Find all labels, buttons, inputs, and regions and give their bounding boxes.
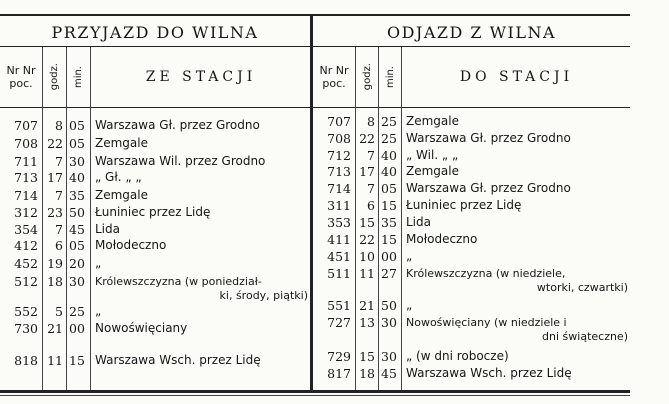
table-row bbox=[0, 136, 310, 152]
minute-value: 20 bbox=[69, 256, 85, 271]
train-number: 713 bbox=[327, 164, 351, 179]
hour-value: 8 bbox=[367, 114, 375, 129]
station-name: Zemgale bbox=[95, 136, 148, 150]
table-row bbox=[0, 222, 310, 238]
train-number: 411 bbox=[327, 232, 351, 247]
train-number: 452 bbox=[14, 256, 38, 271]
departures-min-label: min. bbox=[384, 65, 396, 89]
minute-value: 30 bbox=[381, 349, 397, 364]
train-number: 707 bbox=[327, 114, 351, 129]
departures-rows bbox=[313, 108, 630, 390]
table-row bbox=[0, 118, 310, 134]
hour-value: 7 bbox=[55, 188, 63, 203]
hour-value: 7 bbox=[367, 181, 375, 196]
minute-value: 40 bbox=[381, 164, 397, 179]
departures-title: ODJAZD Z WILNA bbox=[313, 16, 630, 47]
train-number: 730 bbox=[14, 321, 38, 336]
station-name: Warszawa Wil. przez Grodno bbox=[95, 154, 266, 168]
station-name: Warszawa Wsch. przez Lidę bbox=[406, 366, 572, 380]
train-number: 712 bbox=[327, 148, 351, 163]
train-number: 817 bbox=[327, 366, 351, 381]
station-name: Mołodeczno bbox=[406, 232, 478, 246]
train-number: 354 bbox=[14, 222, 38, 237]
station-name: Lida bbox=[95, 222, 120, 236]
hour-value: 6 bbox=[367, 198, 375, 213]
hour-value: 22 bbox=[47, 136, 63, 151]
table-row bbox=[0, 188, 310, 204]
train-number: 818 bbox=[14, 353, 38, 368]
table-row bbox=[313, 164, 630, 180]
minute-value: 25 bbox=[381, 114, 397, 129]
station-name: Nowoświęciany (w niedziele i bbox=[406, 316, 567, 329]
station-name: Lida bbox=[406, 215, 431, 229]
station-name: Królewszczyzna (w niedziele, bbox=[406, 267, 566, 280]
table-row bbox=[313, 315, 630, 345]
train-number: 708 bbox=[14, 136, 38, 151]
departures-station-header: DO STACJI bbox=[459, 68, 574, 85]
table-row bbox=[313, 131, 630, 147]
station-name: Łuniniec przez Lidę bbox=[406, 198, 522, 212]
arrivals-header-row bbox=[0, 47, 310, 108]
minute-value: 15 bbox=[381, 198, 397, 213]
table-row bbox=[313, 298, 630, 314]
hour-value: 18 bbox=[359, 366, 375, 381]
departures-nr-header: Nr Nr poc. bbox=[313, 47, 356, 107]
station-name: Warszawa Gł. przez Grodno bbox=[406, 181, 571, 195]
hour-value: 22 bbox=[359, 232, 375, 247]
train-number: 451 bbox=[327, 249, 351, 264]
station-name: Zemgale bbox=[406, 114, 459, 128]
train-number: 353 bbox=[327, 215, 351, 230]
train-number: 551 bbox=[327, 298, 351, 313]
table-row bbox=[0, 238, 310, 254]
train-number: 727 bbox=[327, 315, 351, 330]
arrivals-min-label: min. bbox=[73, 65, 84, 89]
departures-section bbox=[313, 16, 630, 390]
station-name-continuation: dni świąteczne) bbox=[542, 330, 628, 343]
train-number: 714 bbox=[14, 188, 38, 203]
minute-value: 15 bbox=[69, 353, 85, 368]
table-row bbox=[0, 205, 310, 221]
train-number: 412 bbox=[14, 238, 38, 253]
station-name: Nowoświęciany bbox=[95, 321, 188, 335]
minute-value: 15 bbox=[381, 232, 397, 247]
table-row bbox=[313, 114, 630, 130]
minute-value: 25 bbox=[381, 131, 397, 146]
train-number: 311 bbox=[327, 198, 351, 213]
hour-value: 7 bbox=[367, 148, 375, 163]
bottom-rule-thin bbox=[0, 395, 630, 396]
train-number: 312 bbox=[14, 205, 38, 220]
hour-value: 11 bbox=[47, 353, 63, 368]
station-name: Warszawa Gł. przez Grodno bbox=[95, 118, 260, 132]
table-row bbox=[313, 181, 630, 197]
arrivals-min-header bbox=[67, 47, 91, 107]
table-row bbox=[313, 249, 630, 265]
hour-value: 15 bbox=[359, 349, 375, 364]
arrivals-station-header: ZE STACJI bbox=[145, 68, 257, 85]
hour-value: 18 bbox=[47, 274, 63, 289]
hour-value: 21 bbox=[359, 298, 375, 313]
table-row bbox=[0, 321, 310, 337]
minute-value: 05 bbox=[381, 181, 397, 196]
station-name: „ Wil. „ „ bbox=[406, 148, 459, 162]
minute-value: 30 bbox=[381, 315, 397, 330]
hour-value: 17 bbox=[47, 170, 63, 185]
minute-value: 05 bbox=[69, 238, 85, 253]
table-row bbox=[0, 154, 310, 170]
station-name-continuation: ki, środy, piątki) bbox=[219, 289, 308, 302]
station-name: „ bbox=[95, 304, 102, 318]
train-number: 552 bbox=[14, 304, 38, 319]
minute-value: 50 bbox=[381, 298, 397, 313]
departures-header-row bbox=[313, 47, 630, 108]
station-name: „ bbox=[95, 256, 102, 270]
station-name: Zemgale bbox=[95, 188, 148, 202]
minute-value: 00 bbox=[381, 249, 397, 264]
station-name: Łuniniec przez Lidę bbox=[95, 205, 211, 219]
hour-value: 6 bbox=[55, 238, 63, 253]
station-name: Warszawa Wsch. przez Lidę bbox=[95, 353, 261, 367]
hour-value: 10 bbox=[359, 249, 375, 264]
table-row bbox=[313, 148, 630, 164]
hour-value: 23 bbox=[47, 205, 63, 220]
table-row bbox=[0, 170, 310, 186]
hour-value: 22 bbox=[359, 131, 375, 146]
arrivals-title: PRZYJAZD DO WILNA bbox=[0, 16, 310, 47]
table-row bbox=[0, 256, 310, 272]
departures-godz-label: godz. bbox=[361, 63, 373, 91]
bottom-rule bbox=[0, 390, 630, 393]
table-row bbox=[0, 274, 310, 304]
train-number: 708 bbox=[327, 131, 351, 146]
train-number: 714 bbox=[327, 181, 351, 196]
station-name: Mołodeczno bbox=[95, 238, 167, 252]
hour-value: 21 bbox=[47, 321, 63, 336]
hour-value: 7 bbox=[55, 222, 63, 237]
train-number: 512 bbox=[14, 274, 38, 289]
minute-value: 00 bbox=[69, 321, 85, 336]
table-row bbox=[313, 366, 630, 382]
minute-value: 35 bbox=[69, 188, 85, 203]
arrivals-rows bbox=[0, 108, 310, 390]
station-name: „ (w dni robocze) bbox=[406, 349, 509, 363]
train-number: 711 bbox=[14, 154, 38, 169]
minute-value: 45 bbox=[381, 366, 397, 381]
table-row bbox=[313, 198, 630, 214]
arrivals-godz-header bbox=[43, 47, 67, 107]
departures-min-header bbox=[379, 47, 402, 107]
table-row bbox=[313, 232, 630, 248]
minute-value: 30 bbox=[69, 154, 85, 169]
hour-value: 13 bbox=[359, 315, 375, 330]
hour-value: 17 bbox=[359, 164, 375, 179]
station-name-continuation: wtorki, czwartki) bbox=[536, 281, 628, 294]
minute-value: 05 bbox=[69, 136, 85, 151]
station-name: Zemgale bbox=[406, 164, 459, 178]
table-row bbox=[313, 349, 630, 365]
minute-value: 05 bbox=[69, 118, 85, 133]
table-row bbox=[0, 353, 310, 369]
minute-value: 35 bbox=[381, 215, 397, 230]
minute-value: 27 bbox=[381, 266, 397, 281]
arrivals-nr-header: Nr Nr poc. bbox=[0, 47, 43, 107]
minute-value: 45 bbox=[69, 222, 85, 237]
arrivals-godz-label: godz. bbox=[49, 63, 60, 91]
minute-value: 40 bbox=[69, 170, 85, 185]
train-number: 729 bbox=[327, 349, 351, 364]
table-row bbox=[313, 215, 630, 231]
hour-value: 15 bbox=[359, 215, 375, 230]
hour-value: 11 bbox=[359, 266, 375, 281]
minute-value: 50 bbox=[69, 205, 85, 220]
station-name: „ bbox=[406, 249, 413, 263]
station-name: Warszawa Gł. przez Grodno bbox=[406, 131, 571, 145]
table-row bbox=[0, 304, 310, 320]
station-name: „ bbox=[406, 298, 413, 312]
minute-value: 30 bbox=[69, 274, 85, 289]
table-row bbox=[313, 266, 630, 296]
hour-value: 7 bbox=[55, 154, 63, 169]
hour-value: 8 bbox=[55, 118, 63, 133]
station-name: „ Gł. „ „ bbox=[95, 170, 142, 184]
minute-value: 25 bbox=[69, 304, 85, 319]
minute-value: 40 bbox=[381, 148, 397, 163]
train-number: 511 bbox=[327, 266, 351, 281]
hour-value: 19 bbox=[47, 256, 63, 271]
train-number: 713 bbox=[14, 170, 38, 185]
train-number: 707 bbox=[14, 118, 38, 133]
departures-godz-header bbox=[356, 47, 379, 107]
hour-value: 5 bbox=[55, 304, 63, 319]
station-name: Królewszczyzna (w poniedział- bbox=[95, 275, 262, 288]
arrivals-section bbox=[0, 16, 313, 390]
